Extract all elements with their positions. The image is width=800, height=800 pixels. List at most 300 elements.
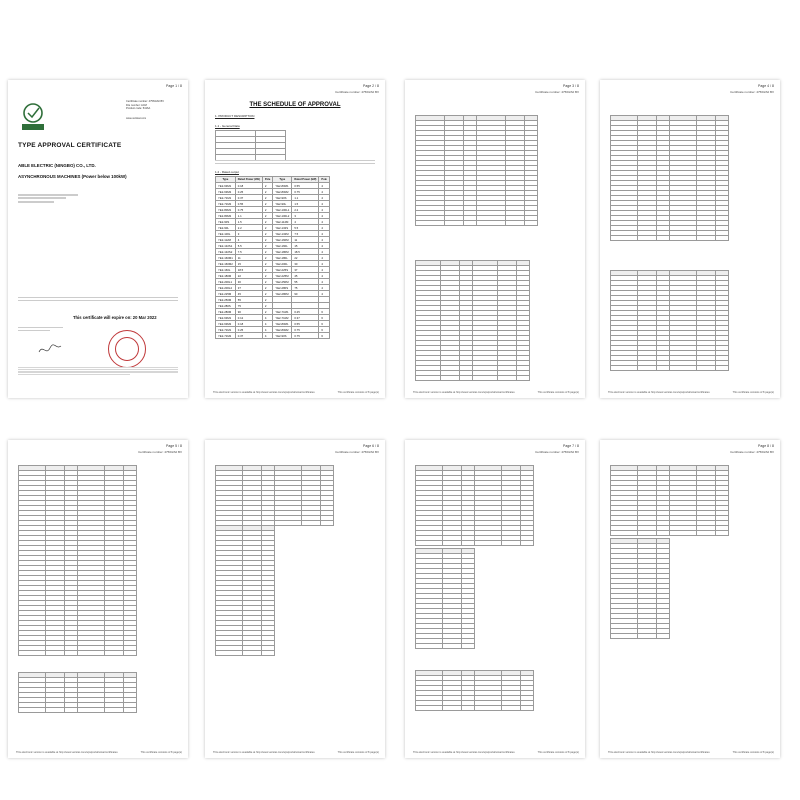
certificate-header-block (126, 100, 164, 120)
table-cell: YE2-132S1 (216, 243, 236, 249)
header-line: Product code: 5416A (126, 107, 151, 111)
data-table (415, 260, 530, 381)
certificate-page-7 (405, 440, 585, 758)
table-cell (611, 531, 638, 536)
table-cell (716, 236, 729, 241)
table-cell (65, 708, 78, 713)
table-cell: 2 (262, 231, 272, 237)
page-number: Page 5 / 8 (166, 444, 182, 448)
table-cell: 1.5 (292, 201, 319, 207)
table-cell (638, 531, 657, 536)
certificate-number: Certificate number: 47563/A0 BV (138, 450, 182, 454)
table-row (216, 333, 330, 339)
certificate-page-5 (8, 440, 188, 758)
table-cell: 2.2 (235, 225, 262, 231)
col-type: Type (273, 177, 292, 183)
table-cell (697, 236, 716, 241)
table-cell (105, 651, 124, 656)
table-cell: 30 (292, 261, 319, 267)
table-cell: 5.5 (292, 225, 319, 231)
table-cell (657, 634, 670, 639)
certificate-number: Certificate number: 47563/A0 BV (535, 450, 579, 454)
table-cell: YE2-280M (273, 291, 292, 297)
table-row (416, 221, 538, 226)
data-table (610, 270, 729, 371)
page-number: Page 4 / 8 (758, 84, 774, 88)
table-cell: 4 (292, 219, 319, 225)
data-table (215, 465, 334, 526)
section-heading: 1. PRODUCT DESCRIPTION (215, 114, 255, 118)
table-row (416, 644, 475, 649)
table-cell (716, 366, 729, 371)
general-data-table (215, 130, 286, 161)
data-table (610, 465, 729, 536)
page-number: Page 1 / 8 (166, 84, 182, 88)
certificate-number: Certificate number: 47563/A0 BV (730, 450, 774, 454)
table-cell (46, 708, 65, 713)
table-cell (670, 236, 697, 241)
table-cell: 2 (262, 195, 272, 201)
table-cell: YE2-80M2 (273, 189, 292, 195)
footer (213, 391, 379, 394)
table-cell: 4 (319, 189, 329, 195)
table-cell: 2 (262, 309, 272, 315)
table-row (611, 634, 670, 639)
table-cell: YE2-80M2 (216, 213, 236, 219)
table-cell (462, 644, 475, 649)
data-table (18, 465, 137, 656)
table-cell: YE2-225S (273, 267, 292, 273)
table-cell: YE2-132S2 (216, 249, 236, 255)
table-cell (670, 531, 697, 536)
table-cell: 2 (262, 267, 272, 273)
page-number: Page 2 / 8 (363, 84, 379, 88)
table-cell (124, 651, 137, 656)
table-cell: 18.5 (235, 267, 262, 273)
table-cell: YE2-112M (216, 237, 236, 243)
table-cell (502, 706, 521, 711)
table-cell: 2 (262, 291, 272, 297)
table-cell (475, 706, 502, 711)
table-cell: YE2-71M1 (216, 327, 236, 333)
table-cell: 4 (319, 219, 329, 225)
table-cell: 2.2 (292, 207, 319, 213)
table-cell (78, 651, 105, 656)
table-cell: 1.1 (235, 213, 262, 219)
table-cell (611, 366, 638, 371)
col-poles: Pole (319, 177, 329, 183)
header-line: File number: ACM (126, 103, 147, 107)
table-cell: 0.18 (235, 321, 262, 327)
schedule-title: THE SCHEDULE OF APPROVAL (249, 102, 341, 108)
table-cell: 2 (262, 189, 272, 195)
table-cell: YE2-132S (273, 225, 292, 231)
data-table (415, 115, 538, 226)
table-cell (517, 376, 530, 381)
text-block (18, 325, 63, 333)
table-cell: YE2-100L2 (273, 213, 292, 219)
table-cell: 4 (262, 321, 272, 327)
table-cell: YE2-71M1 (216, 195, 236, 201)
table-cell: 90 (235, 309, 262, 315)
footer-right: This certificate consists of 8 page(s) (337, 390, 379, 394)
table-cell (46, 651, 65, 656)
data-table (415, 548, 475, 649)
table-cell: 45 (292, 273, 319, 279)
table-cell: 4 (262, 315, 272, 321)
table-cell: YE2-180M (216, 273, 236, 279)
table-cell: 2 (262, 261, 272, 267)
table-cell: 4 (319, 225, 329, 231)
table-cell (716, 531, 729, 536)
table-cell: 6 (319, 309, 329, 315)
table-row (416, 706, 534, 711)
table-cell: YE2-250M (273, 279, 292, 285)
table-cell: 5.5 (235, 243, 262, 249)
certificate-page-3 (405, 80, 585, 398)
table-cell (19, 708, 46, 713)
table-cell: YE2-280S (216, 303, 236, 309)
table-cell: 2 (262, 183, 272, 189)
table-cell: 4 (319, 273, 329, 279)
table-cell (443, 541, 462, 546)
table-cell: YE2-160L (273, 243, 292, 249)
footer (413, 751, 579, 754)
table-cell: 2 (262, 303, 272, 309)
table-cell: 1.5 (235, 219, 262, 225)
table-cell: YE2-225M (216, 291, 236, 297)
rated-output-table (215, 176, 330, 339)
data-table (18, 672, 137, 713)
certificate-number: Certificate number: 47563/A0 BV (535, 90, 579, 94)
footer-right: This certificate consists of 8 page(s) (537, 750, 579, 754)
table-cell (302, 521, 321, 526)
certificate-number: Certificate number: 47563/A0 BV (335, 450, 379, 454)
table-cell (473, 376, 498, 381)
table-cell: 4 (319, 255, 329, 261)
footer-text: This electronic version is available at http://www.veristar.com/wps/portal/vstar/certificates (608, 750, 710, 754)
table-row (611, 366, 729, 371)
table-row (19, 708, 137, 713)
table-cell: YE2-200L (273, 261, 292, 267)
col-type: Type (216, 177, 236, 183)
table-cell: 0.55 (235, 201, 262, 207)
bureau-veritas-logo (20, 102, 46, 132)
table-cell: 0.55 (292, 183, 319, 189)
table-cell: 37 (235, 285, 262, 291)
table-cell: 11 (235, 255, 262, 261)
table-cell (445, 221, 464, 226)
table-cell: YE2-63M1 (216, 183, 236, 189)
table-cell: YE2-71M2 (273, 315, 292, 321)
table-cell: 0.55 (292, 321, 319, 327)
table-cell: 55 (292, 279, 319, 285)
table-cell (506, 221, 525, 226)
table-cell: 22 (235, 273, 262, 279)
table-cell: 2 (262, 255, 272, 261)
table-cell: YE2-100L1 (273, 207, 292, 213)
table-cell (638, 236, 657, 241)
data-table (610, 115, 729, 241)
table-cell: 4 (319, 213, 329, 219)
table-cell (462, 706, 475, 711)
table-cell: YE2-160M (273, 237, 292, 243)
table-cell: 4 (319, 279, 329, 285)
table-cell: YE2-71M2 (216, 201, 236, 207)
col-power: Rated Power (kW) (292, 177, 319, 183)
table-cell: 18.5 (292, 249, 319, 255)
table-cell: 0.25 (235, 189, 262, 195)
certificate-page-8 (600, 440, 780, 758)
table-cell: 2 (262, 201, 272, 207)
table-cell (638, 634, 657, 639)
footer-right: This certificate consists of 8 page(s) (537, 390, 579, 394)
table-cell: 11 (292, 237, 319, 243)
table-cell: YE2-200L2 (216, 285, 236, 291)
table-cell: 75 (292, 285, 319, 291)
table-cell: 0.75 (292, 327, 319, 333)
certificate-number: Certificate number: 47563/A0 BV (730, 90, 774, 94)
footer-text: This electronic version is available at http://www.veristar.com/wps/portal/vstar/certificates (213, 390, 315, 394)
table-row (416, 376, 530, 381)
table-cell: 0.75 (292, 189, 319, 195)
table-row (611, 236, 729, 241)
table-cell: 15 (292, 243, 319, 249)
table-cell: 2 (262, 243, 272, 249)
table-cell: 2 (262, 273, 272, 279)
table-cell (525, 221, 538, 226)
product-name: ASYNCHRONOUS MACHINES (Power below 100kW) (18, 174, 127, 179)
table-cell: YE2-100L (216, 231, 236, 237)
text-block (215, 158, 375, 166)
table-cell: 4 (319, 201, 329, 207)
table-cell: YE2-63M2 (216, 189, 236, 195)
table-cell: 2 (262, 237, 272, 243)
table-row (611, 531, 729, 536)
table-cell: 4 (319, 285, 329, 291)
table-cell: 90 (292, 291, 319, 297)
table-cell: 3 (292, 213, 319, 219)
table-cell (243, 651, 262, 656)
table-cell (502, 541, 521, 546)
page-number: Page 8 / 8 (758, 444, 774, 448)
table-cell: 4 (235, 237, 262, 243)
table-cell: 0.37 (235, 195, 262, 201)
signature (38, 342, 62, 356)
table-cell (697, 531, 716, 536)
table-cell: 0.37 (292, 315, 319, 321)
table-cell: 2 (262, 279, 272, 285)
table-cell: 2 (262, 213, 272, 219)
table-cell (638, 366, 657, 371)
table-cell: YE2-71M2 (216, 333, 236, 339)
text-block (18, 192, 78, 204)
table-cell (416, 706, 443, 711)
table-cell: 4 (262, 333, 272, 339)
table-cell: 4 (319, 195, 329, 201)
table-cell: YE2-180M (273, 249, 292, 255)
footer (608, 391, 774, 394)
footer-text: This electronic version is available at http://www.veristar.com/wps/portal/vstar/certificates (213, 750, 315, 754)
table-cell: YE2-90S (273, 333, 292, 339)
table-cell (443, 644, 462, 649)
page-number: Page 6 / 8 (363, 444, 379, 448)
table-cell: 15 (235, 261, 262, 267)
data-table (610, 538, 670, 639)
table-cell: YE2-160M2 (216, 261, 236, 267)
table-cell (124, 708, 137, 713)
section-heading: 1.2 - Rated output (215, 170, 240, 174)
footer-text: This electronic version is available at http://www.veristar.com/wps/portal/vstar/certificates (413, 390, 515, 394)
col-poles: Pole (262, 177, 272, 183)
table-cell: YE2-280M (216, 309, 236, 315)
table-cell: YE2-80M1 (273, 183, 292, 189)
table-cell: 37 (292, 267, 319, 273)
table-cell (611, 236, 638, 241)
table-cell: 0.75 (292, 333, 319, 339)
table-cell: YE2-90L (273, 201, 292, 207)
table-cell: 0.25 (292, 309, 319, 315)
table-cell (657, 236, 670, 241)
table-cell: 45 (235, 291, 262, 297)
footer-text: This electronic version is available at http://www.veristar.com/wps/portal/vstar/certificates (413, 750, 515, 754)
col-power: Rated Power (kW) (235, 177, 262, 183)
table-cell: 6 (319, 333, 329, 339)
table-cell: 2 (262, 285, 272, 291)
table-cell: 55 (235, 297, 262, 303)
table-cell (611, 634, 638, 639)
table-cell: 0.12 (235, 315, 262, 321)
table-cell: 6 (319, 327, 329, 333)
table-cell: YE2-132M (273, 231, 292, 237)
table-cell: 4 (319, 291, 329, 297)
official-stamp (108, 330, 146, 368)
certificate-page-4 (600, 80, 780, 398)
table-cell (464, 221, 477, 226)
table-cell (262, 651, 275, 656)
table-cell: 4 (319, 243, 329, 249)
page-number: Page 3 / 8 (563, 84, 579, 88)
table-cell: YE2-71M1 (273, 309, 292, 315)
table-cell: YE2-90S (216, 219, 236, 225)
table-cell: 0.37 (235, 333, 262, 339)
certificate-page-1 (8, 80, 188, 398)
table-cell: 4 (319, 249, 329, 255)
footer-right: This certificate consists of 8 page(s) (337, 750, 379, 754)
table-cell (416, 644, 443, 649)
table-cell: YE2-90L (216, 225, 236, 231)
data-table (415, 670, 534, 711)
table-cell (697, 366, 716, 371)
table-row (416, 541, 534, 546)
table-row (216, 651, 275, 656)
footer-right: This certificate consists of 8 page(s) (732, 750, 774, 754)
footer (608, 751, 774, 754)
table-cell: 4 (262, 327, 272, 333)
table-cell: 7.5 (292, 231, 319, 237)
fine-print (18, 366, 178, 376)
table-cell (477, 221, 506, 226)
table-cell (275, 521, 302, 526)
table-cell (19, 651, 46, 656)
table-cell (441, 376, 460, 381)
footer (16, 751, 182, 754)
footer (213, 751, 379, 754)
footer-right: This certificate consists of 8 page(s) (732, 390, 774, 394)
table-cell: 4 (319, 261, 329, 267)
table-cell: 6 (319, 321, 329, 327)
table-cell: 2 (262, 225, 272, 231)
table-cell: YE2-63M1 (216, 315, 236, 321)
table-cell: 2 (262, 249, 272, 255)
table-cell: YE2-225M (273, 273, 292, 279)
table-cell (216, 651, 243, 656)
table-cell: YE2-63M2 (216, 321, 236, 327)
footer-text: This electronic version is available at http://www.veristar.com/wps/portal/vstar/certificates (16, 750, 118, 754)
table-cell: 2 (262, 219, 272, 225)
table-cell: 4 (319, 267, 329, 273)
table-cell: 7.5 (235, 249, 262, 255)
header-line: www.veristar.com (126, 116, 147, 120)
table-cell: YE2-80M2 (273, 327, 292, 333)
certificate-page-6 (205, 440, 385, 758)
table-cell (443, 706, 462, 711)
text-block (18, 295, 178, 303)
table-cell: 1.1 (292, 195, 319, 201)
table-cell (321, 521, 334, 526)
table-cell: 0.25 (235, 327, 262, 333)
table-cell: 4 (319, 207, 329, 213)
footer (413, 391, 579, 394)
table-cell: YE2-250M (216, 297, 236, 303)
table-cell: YE2-112M (273, 219, 292, 225)
table-cell (670, 366, 697, 371)
expiry-notice: This certificate will expire on: 20 Mar 2022 (73, 315, 157, 320)
table-cell (416, 541, 443, 546)
page-number: Page 7 / 8 (563, 444, 579, 448)
table-cell: YE2-160L (216, 267, 236, 273)
footer-right: This certificate consists of 8 page(s) (140, 750, 182, 754)
table-cell (498, 376, 517, 381)
table-cell (475, 541, 502, 546)
table-cell: YE2-200L1 (216, 279, 236, 285)
table-cell: YE2-90S (273, 195, 292, 201)
table-cell: 2 (262, 297, 272, 303)
table-cell: 0.18 (235, 183, 262, 189)
table-cell: 6 (319, 315, 329, 321)
table-cell: YE2-80M1 (216, 207, 236, 213)
table-cell: YE2-160M1 (216, 255, 236, 261)
table-cell (416, 221, 445, 226)
certificate-title: TYPE APPROVAL CERTIFICATE (18, 142, 122, 149)
table-cell (657, 531, 670, 536)
table-cell (65, 651, 78, 656)
table-cell (521, 706, 534, 711)
table-cell: 75 (235, 303, 262, 309)
data-table (415, 465, 534, 546)
table-cell: 2 (262, 207, 272, 213)
table-cell (105, 708, 124, 713)
table-cell: 0.75 (235, 207, 262, 213)
table-cell: 4 (319, 237, 329, 243)
company-name: ABLE ELECTRIC (NINGBO) CO., LTD. (18, 163, 96, 168)
header-line: Certificate number: 47563/A0 BV (126, 100, 164, 103)
data-table (215, 525, 275, 656)
table-cell (657, 366, 670, 371)
table-cell (462, 541, 475, 546)
footer-text: This electronic version is available at http://www.veristar.com/wps/portal/vstar/certificates (608, 390, 710, 394)
table-cell: 4 (319, 183, 329, 189)
